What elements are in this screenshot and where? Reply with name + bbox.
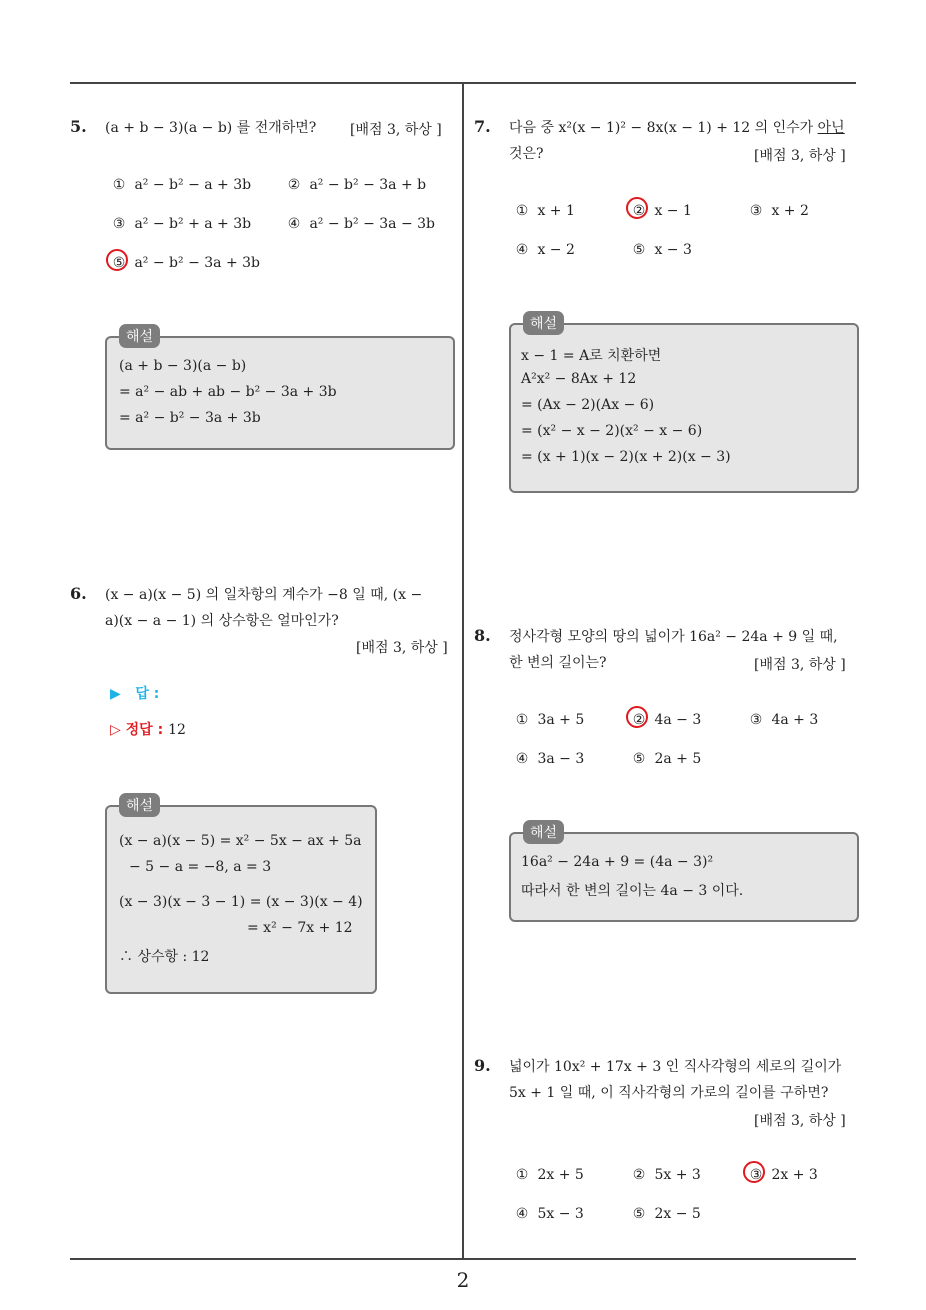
question-text-line1: 다음 중 x²(x − 1)² − 8x(x − 1) + 12 의 인수가 아닌: [509, 120, 845, 136]
solution-line: ∴ 상수항 : 12: [119, 949, 210, 965]
correct-label: 정답 :: [125, 722, 164, 738]
answer-circle-mark: [626, 706, 648, 728]
option-4[interactable]: ④ 5x − 3: [515, 1206, 584, 1222]
solution-line: = (Ax − 2)(Ax − 6): [521, 397, 655, 413]
option-5[interactable]: ⑤ 2a + 5: [632, 751, 702, 767]
answer-row: [110, 683, 159, 703]
solution-line: (a + b − 3)(a − b): [119, 358, 247, 374]
option-4[interactable]: ④ x − 2: [515, 242, 575, 258]
option-2[interactable]: ② 4a − 3: [632, 712, 702, 728]
solution-line: = (x + 1)(x − 2)(x + 2)(x − 3): [521, 449, 731, 465]
answer-circle-mark: [743, 1161, 765, 1183]
question-text-line1: (x − a)(x − 5) 의 일차항의 계수가 −8 일 때, (x −: [105, 587, 423, 603]
question-text-line1: 넓이가 10x² + 17x + 3 인 직사각형의 세로의 길이가: [509, 1059, 842, 1075]
solution-line: (x − 3)(x − 3 − 1) = (x − 3)(x − 4): [119, 894, 363, 910]
option-5[interactable]: ⑤ x − 3: [632, 242, 692, 258]
solution-line: x − 1 = A로 치환하면: [521, 348, 662, 364]
question-text-line2: 한 변의 길이는?: [509, 655, 607, 671]
solution-tag: 해설: [119, 793, 160, 817]
question-text-line2: a)(x − a − 1) 의 상수항은 얼마인가?: [105, 613, 339, 629]
triangle-outline-icon: ▷: [110, 722, 121, 738]
question-text-line2: 5x + 1 일 때, 이 직사각형의 가로의 길이를 구하면?: [509, 1085, 829, 1101]
option-2[interactable]: ② 5x + 3: [632, 1167, 701, 1183]
solution-line: (x − a)(x − 5) = x² − 5x − ax + 5a: [119, 833, 362, 849]
question-text-line1: 정사각형 모양의 땅의 넓이가 16a² − 24a + 9 일 때,: [509, 629, 838, 645]
option-3[interactable]: ③ x + 2: [749, 203, 809, 219]
question-meta: [배점 3, 하상 ]: [356, 640, 448, 656]
option-1[interactable]: ① x + 1: [515, 203, 575, 219]
option-1[interactable]: ① 2x + 5: [515, 1167, 584, 1183]
answer-label: 답 :: [135, 686, 160, 702]
question-text: (a + b − 3)(a − b) 를 전개하면?: [105, 120, 317, 136]
question-text-line2: 것은?: [509, 146, 544, 162]
solution-tag: 해설: [523, 820, 564, 844]
question-meta: [배점 3, 하상 ]: [350, 122, 442, 138]
option-4[interactable]: ④ a² − b² − 3a − 3b: [287, 216, 436, 232]
question-number: 9.: [474, 1056, 491, 1075]
option-2[interactable]: ② x − 1: [632, 203, 692, 219]
correct-answer-row: [110, 719, 186, 739]
option-3[interactable]: ③ 4a + 3: [749, 712, 819, 728]
question-meta: [배점 3, 하상 ]: [754, 657, 846, 673]
question-meta: [배점 3, 하상 ]: [754, 1113, 846, 1129]
solution-line: − 5 − a = −8, a = 3: [129, 859, 272, 875]
page-number: 2: [456, 1268, 470, 1292]
option-5[interactable]: ⑤ 2x − 5: [632, 1206, 701, 1222]
question-number: 6.: [70, 584, 87, 603]
question-number: 5.: [70, 117, 87, 136]
solution-tag: 해설: [119, 324, 160, 348]
option-3[interactable]: ③ 2x + 3: [749, 1167, 818, 1183]
play-icon: ▶: [110, 686, 121, 702]
solution-line: = x² − 7x + 12: [247, 920, 353, 936]
solution-line: = a² − b² − 3a + 3b: [119, 410, 261, 426]
solution-line: A²x² − 8Ax + 12: [521, 371, 637, 387]
option-5[interactable]: ⑤ a² − b² − 3a + 3b: [112, 255, 261, 271]
option-4[interactable]: ④ 3a − 3: [515, 751, 585, 767]
question-number: 7.: [474, 117, 491, 136]
column-divider: [462, 83, 464, 1259]
solution-line: 따라서 한 변의 길이는 4a − 3 이다.: [521, 883, 744, 899]
option-3[interactable]: ③ a² − b² + a + 3b: [112, 216, 252, 232]
answer-circle-mark: [106, 249, 128, 271]
solution-box: [509, 832, 859, 922]
solution-line: = a² − ab + ab − b² − 3a + 3b: [119, 384, 337, 400]
emphasis-not: 아닌: [817, 120, 845, 136]
question-meta: [배점 3, 하상 ]: [754, 148, 846, 164]
option-2[interactable]: ② a² − b² − 3a + b: [287, 177, 427, 193]
option-1[interactable]: ① 3a + 5: [515, 712, 585, 728]
option-1[interactable]: ① a² − b² − a + 3b: [112, 177, 252, 193]
solution-line: = (x² − x − 2)(x² − x − 6): [521, 423, 703, 439]
solution-tag: 해설: [523, 311, 564, 335]
question-number: 8.: [474, 626, 491, 645]
answer-circle-mark: [626, 197, 648, 219]
solution-line: 16a² − 24a + 9 = (4a − 3)²: [521, 854, 714, 870]
correct-value: 12: [168, 722, 186, 738]
